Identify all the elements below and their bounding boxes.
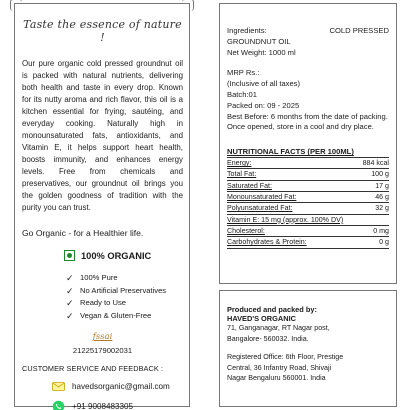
mail-icon: [52, 382, 65, 391]
checkmark-icon: ✓: [66, 310, 74, 321]
nutrition-row: Total Fat: 100 g: [227, 169, 389, 180]
corner-ornament: [182, 0, 194, 11]
email-address[interactable]: havedsorganic@gmail.com: [72, 382, 170, 391]
product-info-panel: [219, 3, 397, 284]
product-description: Our pure organic cold pressed groundnut oil is packed with natural nutrients, delivering both health and taste in every drop. Known for its nutty aroma and rich flavor, this oil is a kitchen essential for frying, sautéing, and everyday cooking. Naturally high in monounsaturated fats, antioxidants, and Vitamin E, it helps support heart health, boosts immunity, and enhances energy levels. Free from chemicals and preservatives, our groundnut oil brings you the golden goodness of tradition with the purity you can trust.: [22, 59, 183, 212]
company-name: HAVED'S ORGANIC: [227, 314, 296, 323]
packed-on: Packed on: 09 - 2025: [227, 100, 300, 110]
checkmark-icon: ✓: [66, 298, 74, 308]
license-number: 21225179002031: [72, 346, 133, 355]
taxes-note: (Inclusive of all taxes): [227, 79, 301, 89]
office-line: Registered Office: 6th Floor, Prestige: [227, 353, 344, 361]
list-item: ✓ 100% Pure: [66, 273, 118, 283]
nutrition-row: Saturated Fat: 17 g: [227, 181, 389, 192]
checkmark-icon: ✓: [66, 285, 74, 296]
batch: Batch:01: [227, 89, 257, 99]
nutrition-row: Cholesterol: 0 mg: [227, 226, 389, 237]
nutrition-row: Monounsaturated Fat: 46 g: [227, 192, 389, 203]
slogan: Go Organic - for a Healthier life.: [22, 228, 144, 238]
ingredients-label: Ingredients:: [227, 26, 267, 35]
office-line: Central, 36 Infantry Road, Shivaji: [227, 363, 332, 372]
list-item: ✓ No Artificial Preservatives: [66, 285, 167, 296]
fssai-logo: fssai: [92, 332, 113, 342]
address-line: Bangalore- 560032. India.: [227, 334, 309, 343]
email-contact[interactable]: [52, 382, 183, 391]
nutrition-row: Energy: 884 kcal: [227, 158, 389, 169]
list-item: ✓ Ready to Use: [66, 298, 127, 308]
corner-ornament: [10, 0, 22, 11]
phone-number[interactable]: +91 9008483305: [72, 402, 133, 410]
nutrition-row: Vitamin E: 15 mg (approx. 100% DV): [227, 215, 389, 226]
phone-contact[interactable]: [52, 400, 183, 410]
ingredients-value: COLD PRESSED: [329, 26, 389, 35]
feature-list: [66, 272, 183, 322]
office-line: Nagar Bengaluru 560001. India: [227, 374, 326, 382]
customer-service-heading: CUSTOMER SERVICE AND FEEDBACK :: [22, 364, 164, 373]
whatsapp-icon: [52, 400, 65, 410]
ingredients-row: [227, 26, 389, 37]
ingredients-value-cont: GROUNDNUT OIL: [227, 36, 291, 46]
address-line: 71, Ganganagar, RT Nagar post,: [227, 324, 330, 332]
mrp: MRP Rs.:: [227, 68, 260, 78]
manufacturer-panel: [219, 290, 397, 407]
veg-mark-icon: [64, 250, 75, 261]
organic-label: 100% ORGANIC: [81, 250, 152, 261]
checkmark-icon: ✓: [66, 273, 74, 283]
nutrition-title: NUTRITIONAL FACTS (PER 100ML): [227, 147, 389, 158]
net-weight: Net Weight: 1000 ml: [227, 47, 296, 57]
registered-office: [227, 352, 389, 384]
nutrition-row: Carbohydrates & Protein: 0 g: [227, 237, 389, 248]
organic-badge: [64, 250, 183, 261]
storage-note: Once opened, store in a cool and dry place.: [227, 122, 374, 132]
description-panel: [14, 3, 190, 410]
packed-by-heading: Produced and packed by:: [227, 305, 317, 314]
best-before: Best Before: 6 months from the date of packing.: [227, 111, 388, 121]
list-item: ✓ Vegan & Gluten-Free: [66, 310, 152, 321]
tagline: Taste the essence of nature !: [23, 18, 182, 44]
nutrition-row: Polyunsaturated Fat: 32 g: [227, 203, 389, 214]
